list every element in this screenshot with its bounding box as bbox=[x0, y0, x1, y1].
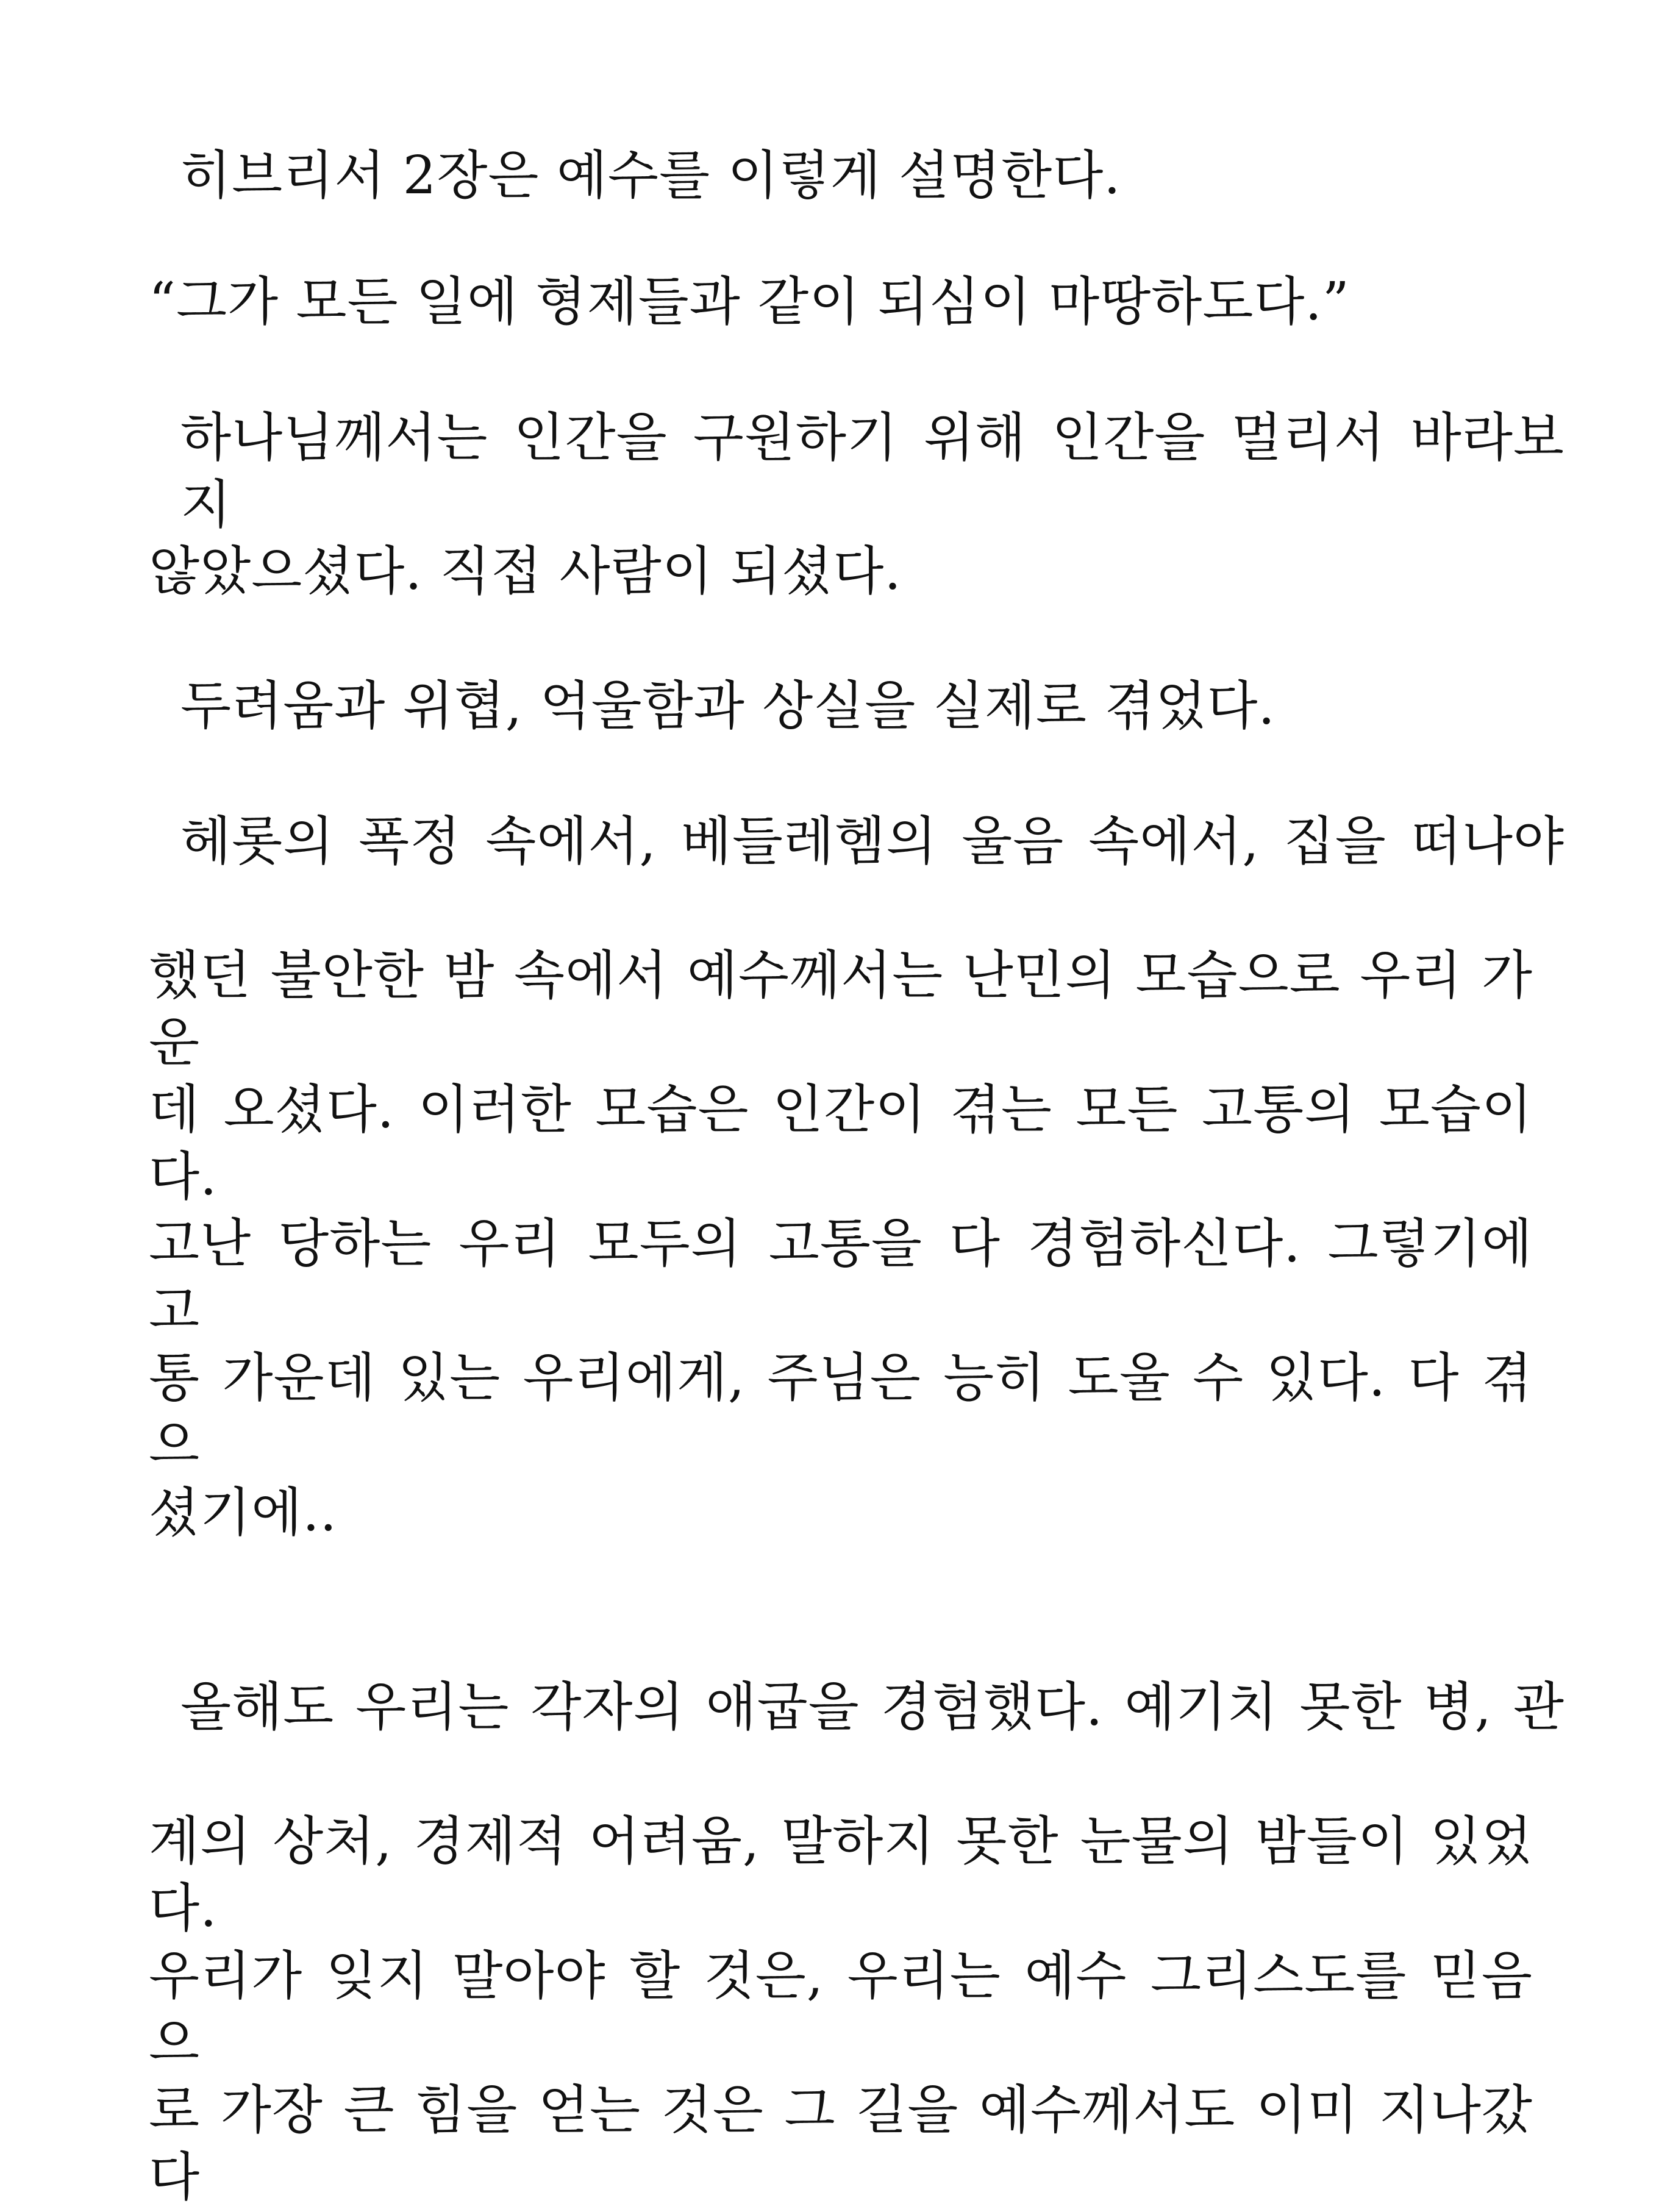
text-line: 통 가운데 있는 우리에게, 주님은 능히 도울 수 있다. 다 겪으 bbox=[149, 1347, 1533, 1475]
text-line: 우리가 잊지 말아야 할 것은, 우리는 예수 그리스도를 믿음으 bbox=[149, 1946, 1533, 2074]
text-line: 두려움과 위협, 억울함과 상실을 실제로 겪었다. bbox=[180, 676, 1275, 737]
text-line: 히브리서 2장은 예수를 이렇게 설명한다. bbox=[180, 145, 1121, 206]
text-line: “그가 모든 일에 형제들과 같이 되심이 마땅하도다.” bbox=[149, 271, 1350, 332]
text-line: 셨기에.. bbox=[149, 1482, 337, 1543]
text-line: 않았으셨다. 직접 사람이 되셨다. bbox=[149, 541, 902, 602]
text-line: 계의 상처, 경제적 어려움, 말하지 못한 눈물의 밤들이 있었다. bbox=[149, 1811, 1533, 1939]
text-line: 헤롯의 폭정 속에서, 베들레헴의 울음 속에서, 집을 떠나야 bbox=[180, 811, 1564, 872]
text-line: 올해도 우리는 각자의 애굽을 경험했다. 예기치 못한 병, 관 bbox=[180, 1677, 1564, 1738]
text-line: 데 오셨다. 이러한 모습은 인간이 겪는 모든 고통의 모습이다. bbox=[149, 1079, 1533, 1207]
text-line: 하나님께서는 인간을 구원하기 위해 인간을 멀리서 바라보지 bbox=[180, 407, 1564, 535]
text-line: 했던 불안한 밤 속에서 예수께서는 난민의 모습으로 우리 가운 bbox=[149, 945, 1533, 1073]
text-line: 로 가장 큰 힘을 얻는 것은 그 길을 예수께서도 이미 지나갔다 bbox=[149, 2080, 1533, 2208]
text-line: 고난 당하는 우리 모두의 고통을 다 경험하신다. 그렇기에 고 bbox=[149, 1213, 1533, 1341]
